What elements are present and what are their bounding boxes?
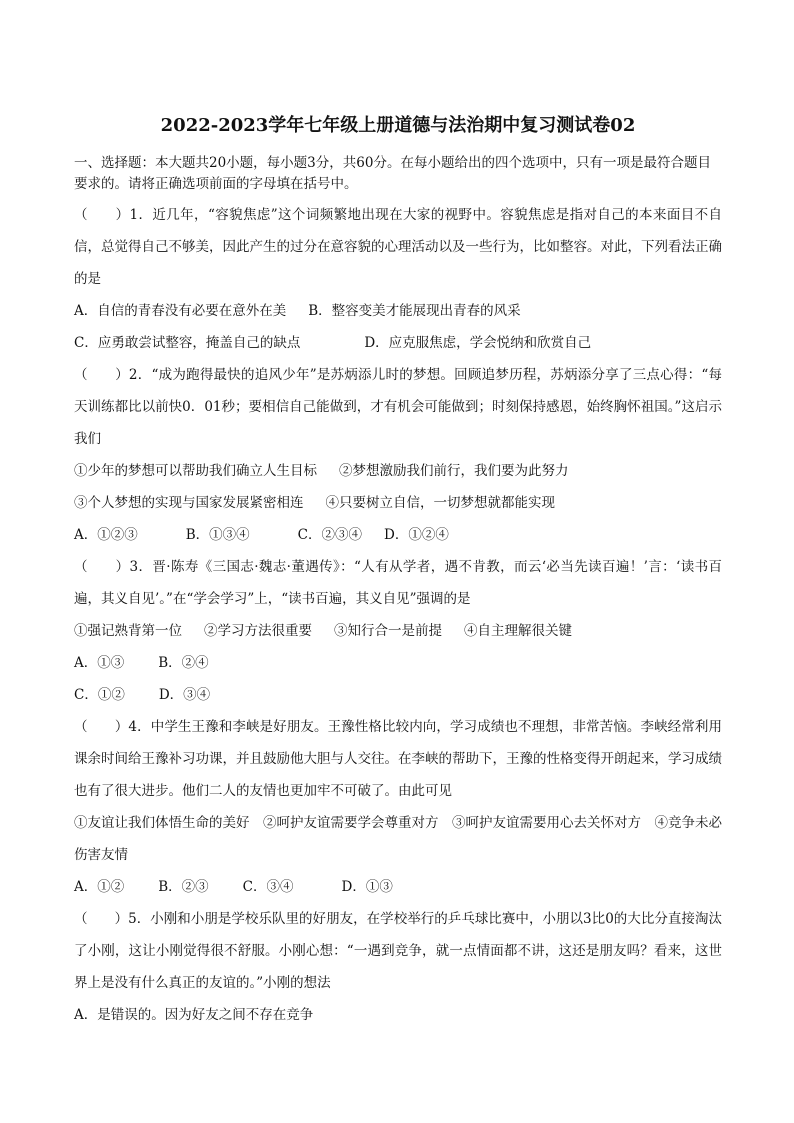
question-4-option-d: D．①③ xyxy=(341,879,393,895)
question-1-option-b: B．整容变美才能展现出青春的风采 xyxy=(308,303,521,319)
question-2-statement-1: ①少年的梦想可以帮助我们确立人生目标 xyxy=(74,463,317,479)
question-3-option-d: D．③④ xyxy=(158,687,211,703)
question-1-stem: （ ）1．近几年，“容貌焦虑”这个词频繁地出现在大家的视野中。容貌焦虑是指对自己的本来面目不自信，总觉得自己不够美，因此产生的过分在意容貌的心理活动以及一些行为，比如整容。对此，下列看法正确的是 xyxy=(74,207,722,287)
question-2-statement-2: ②梦想激励我们前行，我们要为此努力 xyxy=(339,463,569,479)
question-2-statements-row-2 xyxy=(74,487,722,519)
question-4-statements: ①友谊让我们体悟生命的美好 ②呵护友谊需要学会尊重对方 ③呵护友谊需要用心去关怀对方 ④竞争未必伤害友情 xyxy=(74,815,722,863)
question-4-option-c: C．③④ xyxy=(242,879,294,895)
question-4-option-b: B．②③ xyxy=(158,879,209,895)
question-5-option-a: A．是错误的。因为好友之间不存在竞争 xyxy=(74,1007,314,1023)
question-1-option-d: D．应克服焦虑，学会悦纳和欣赏自己 xyxy=(364,335,592,351)
page-title: 2022-2023学年七年级上册道德与法治期中复习测试卷02 xyxy=(160,115,636,136)
question-3-statement-2: ②学习方法很重要 xyxy=(204,623,312,639)
question-3-option-c: C．①② xyxy=(74,687,125,703)
question-1-option-a: A．自信的青春没有必要在意外在美 xyxy=(74,303,287,319)
question-3-options-row-1 xyxy=(74,647,722,679)
question-4-option-a: A．①② xyxy=(74,879,125,895)
question-3-statement-3: ③知行合一是前提 xyxy=(334,623,442,639)
question-3-statements xyxy=(74,615,722,647)
question-3-options-row-2 xyxy=(74,679,722,711)
question-2-option-b: B．①③④ xyxy=(185,527,250,543)
question-2-option-a: A．①②③ xyxy=(74,527,138,543)
question-2-option-c: C．②③④ xyxy=(297,527,363,543)
question-2-options xyxy=(74,519,722,551)
question-2-option-d: D．①②④ xyxy=(384,527,449,543)
question-2-stem: （ ）2．“成为跑得最快的追风少年”是苏炳添儿时的梦想。回顾追梦历程，苏炳添分享了三点心得：“每天训练都比以前快0．01秒；要相信自己能做到，才有机会可能做到；时刻保持感恩，始终胸怀祖国。”这启示我们 xyxy=(74,367,722,447)
question-4-options xyxy=(74,871,722,903)
question-3-statement-1: ①强记熟背第一位 xyxy=(74,623,182,639)
question-3-option-b: B．②④ xyxy=(158,655,209,671)
question-1-options-row-1 xyxy=(74,295,722,327)
question-3-option-a: A．①③ xyxy=(74,655,125,671)
question-1-option-c: C．应勇敢尝试整容，掩盖自己的缺点 xyxy=(74,335,301,351)
question-4-stem: （ ）4．中学生王豫和李峡是好朋友。王豫性格比较内向，学习成绩也不理想，非常苦恼。李峡经常利用课余时间给王豫补习功课，并且鼓励他大胆与人交往。在李峡的帮助下，王豫的性格变得开朗起来，学习成绩也有了很大进步。他们二人的友情也更加牢不可破了。由此可见 xyxy=(74,719,722,799)
question-2-statements-row-1 xyxy=(74,455,722,487)
question-3-stem: （ ）3．晋·陈寿《三国志·魏志·董遇传》：“人有从学者，遇不肯教，而云‘必当先读百遍！’言：‘读书百遍，其义自见’。”在“学会学习”上，“读书百遍，其义自见”强调的是 xyxy=(74,559,722,607)
section-heading: 一、选择题：本大题共20小题，每小题3分，共60分。在每小题给出的四个选项中，只有一项是最符合题目要求的。请将正确选项前面的字母填在括号中。 xyxy=(74,155,711,192)
question-2-statement-4: ④只要树立自信，一切梦想就都能实现 xyxy=(325,495,555,511)
question-5-stem: （ ）5．小刚和小朋是学校乐队里的好朋友，在学校举行的乒乓球比赛中，小朋以3比0的大比分直接淘汰了小刚，这让小刚觉得很不舒服。小刚心想：“一遇到竞争，就一点情面都不讲，这还是朋友吗？看来，这世界上是没有什么真正的友谊的。”小刚的想法 xyxy=(74,911,722,991)
question-2-statement-3: ③个人梦想的实现与国家发展紧密相连 xyxy=(74,495,304,511)
question-3-statement-4: ④自主理解很关键 xyxy=(464,623,572,639)
question-1-options-row-2 xyxy=(74,327,722,359)
